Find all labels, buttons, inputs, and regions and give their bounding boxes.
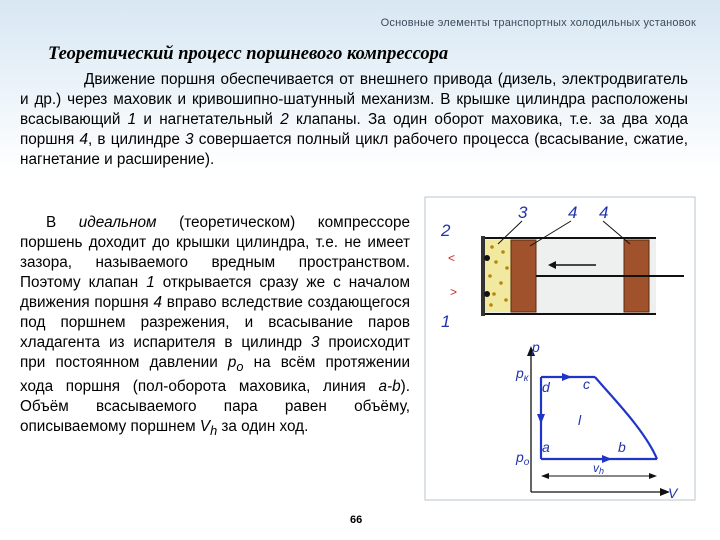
paragraph-intro: Движение поршня обеспечивается от внешнего привода (дизель, электродвигатель и др.) через маховик и кривошипно-шатунный механизм. В крышке цилиндра расположены всасывающий 1 и нагнетательный 2 клапаны. За один оборот маховика, т.е. за два хода поршня 4, в цилиндре 3 совершается полный цикл рабочего процесса (всасывание, сжатие, нагнетание и расширение). xyxy=(20,71,688,168)
vh-label: vh xyxy=(593,461,605,476)
point-b: b xyxy=(618,439,626,455)
label-4b: 4 xyxy=(599,203,609,222)
valve-1-arrow: > xyxy=(450,285,458,299)
label-4a: 4 xyxy=(568,203,578,222)
valve-2-arrow: < xyxy=(448,251,456,265)
valve-2 xyxy=(484,255,490,261)
label-3: 3 xyxy=(518,203,528,222)
line-l-label: l xyxy=(578,412,582,428)
po-label: $p_о$ xyxy=(516,449,530,468)
point-c: c xyxy=(583,376,590,392)
point-d: d xyxy=(542,379,550,395)
piston-left xyxy=(511,240,536,312)
p-axis-label: p xyxy=(532,339,540,355)
paragraph-ideal-compressor: В идеальном (теоретическом) компрессоре поршень доходит до крышки цилиндра, т.е. не имеет зазора, называемого вредным пространством. Поэтому клапан 1 открывается сразу же с началом движения поршня 4 вправо вследствие создающегося под поршнем разрежения, и всасывание паров хладагента из испарителя в цилиндр 3 происходит при постоянном давлении $p_о$ на всём протяжении хода поршня (пол-оборота маховика, линия a-b). Объём всасываемого пара равен объёму, описываемому поршнем $V_h$ за один ход. xyxy=(20,214,410,439)
cylinder-head xyxy=(481,236,485,316)
slide-title: Теоретический процесс поршневого компрессора xyxy=(48,44,449,64)
valve-1 xyxy=(484,291,490,297)
pk-label: $p_к$ xyxy=(516,365,529,384)
slide-header: Основные элементы транспортных холодильных установок xyxy=(380,17,696,29)
point-a: a xyxy=(542,439,550,455)
page-number: 66 xyxy=(350,514,363,526)
v-axis-label: V xyxy=(668,485,678,501)
label-1: 1 xyxy=(441,312,451,331)
label-2: 2 xyxy=(441,221,451,240)
